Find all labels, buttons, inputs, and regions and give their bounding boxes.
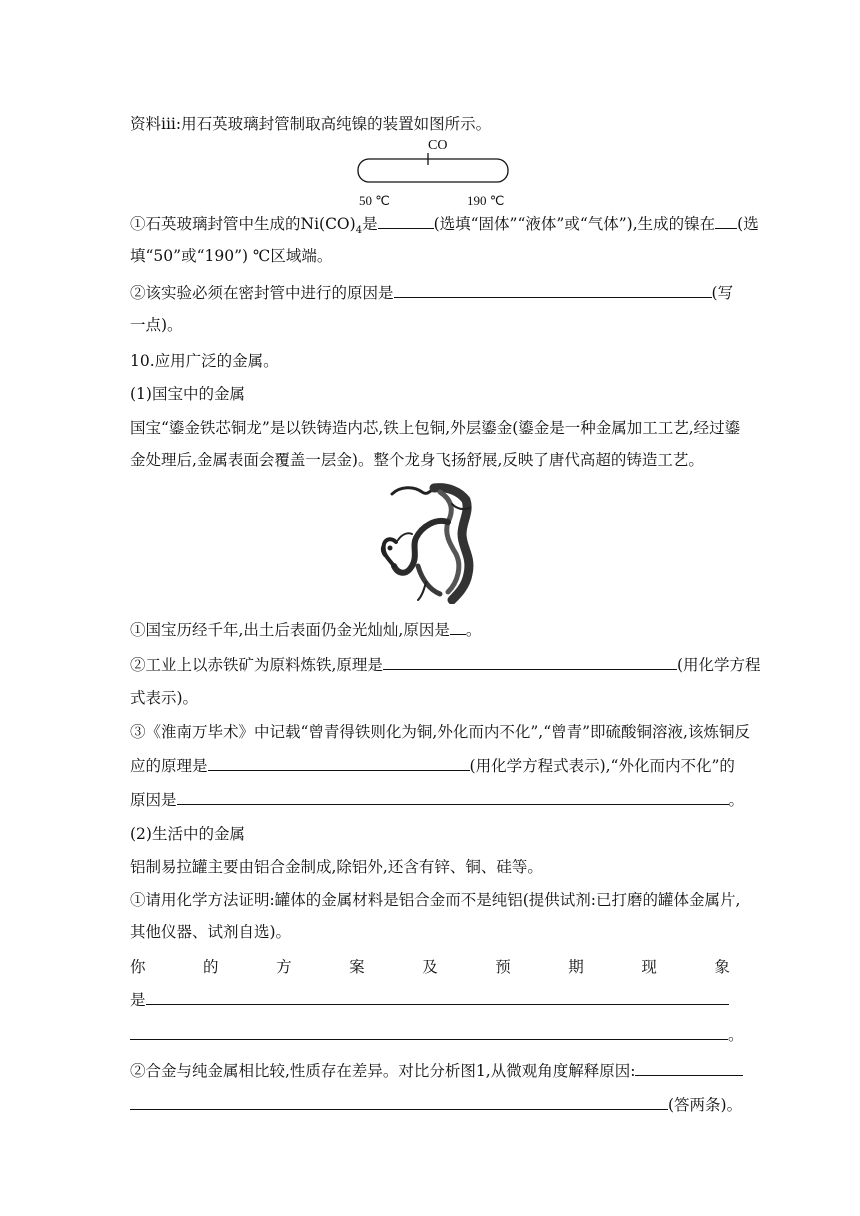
task-1-line5: 。 [130, 1025, 744, 1045]
paragraph-1-line2: 金处理后,金属表面会覆盖一层金)。整个龙身飞扬舒展,反映了唐代高超的铸造工艺。 [130, 451, 704, 469]
task-2-line1: ②合金与纯金属相比较,性质存在差异。对比分析图1,从微观角度解释原因: [130, 1061, 743, 1081]
question-1-line1: ①石英玻璃封管中生成的$Ni(CO)_4$是 (选填“固体”“液体”或“气体”),生成的镍在 (选 [130, 215, 759, 237]
question-2-line1: ②该实验必须在密封管中进行的原因是 (写 [130, 284, 734, 302]
answer-blank[interactable] [378, 214, 434, 229]
task-1-line1: ①请用化学方法证明:罐体的金属材料是铝合金而不是纯铝(提供试剂:已打磨的罐体金属片, [130, 891, 741, 909]
answer-blank[interactable] [130, 1095, 668, 1110]
answer-blank[interactable] [130, 1025, 728, 1040]
answer-blank[interactable] [383, 655, 677, 670]
subsection-2-heading: (2)生活中的金属 [130, 825, 245, 843]
temp-190-label: 190 ℃ [467, 193, 505, 208]
answer-blank[interactable] [394, 283, 712, 298]
answer-blank[interactable] [450, 620, 466, 635]
subquestion-2-line1: ②工业上以赤铁矿为原料炼铁,原理是 (用化学方程 [130, 656, 761, 674]
task-1-line3: 你 的 方 案 及 预 期 现 象 [130, 958, 730, 976]
answer-blank[interactable] [635, 1061, 743, 1076]
subquestion-2-line2: 式表示)。 [130, 689, 199, 707]
question-2-line2: 一点)。 [130, 316, 183, 334]
answer-blank[interactable] [208, 756, 470, 771]
paragraph-1-line1: 国宝“鎏金铁芯铜龙”是以铁铸造内芯,铁上包铜,外层鎏金(鎏金是一种金属加工工艺,经过鎏 [130, 419, 741, 437]
sealed-tube-diagram [350, 132, 520, 212]
subsection-1-heading: (1)国宝中的金属 [130, 385, 245, 403]
section-10-heading: 10.应用广泛的金属。 [130, 352, 279, 370]
co-label: CO [428, 138, 448, 153]
answer-blank[interactable] [177, 790, 729, 805]
answer-blank[interactable] [146, 990, 729, 1005]
subquestion-3-line3: 原因是 。 [130, 791, 745, 809]
subquestion-3-line2: 应的原理是 (用化学方程式表示),“外化而内不化”的 [130, 757, 735, 775]
answer-blank[interactable] [715, 214, 737, 229]
temp-50-label: 50 ℃ [359, 193, 390, 208]
question-1-line2: 填“50”或“190”) ℃区域端。 [130, 247, 333, 265]
subquestion-3-line1: ③《淮南万毕术》中记载“曾青得铁则化为铜,外化而内不化”,“曾青”即硫酸铜溶液,该炼铜反 [130, 723, 750, 741]
task-1-line2: 其他仪器、试剂自选)。 [130, 923, 292, 941]
task-1-line4: 是 [130, 990, 729, 1010]
paragraph-2: 铝制易拉罐主要由铝合金制成,除铝外,还含有锌、铜、硅等。 [130, 858, 543, 876]
material-iii-text: 资料iii:用石英玻璃封管制取高纯镍的装置如图所示。 [130, 115, 492, 133]
gilded-iron-core-copper-dragon-image [378, 482, 478, 604]
subquestion-1: ①国宝历经千年,出土后表面仍金光灿灿,原因是 。 [130, 621, 482, 639]
task-2-line2: (答两条)。 [130, 1095, 742, 1115]
quartz-tube [358, 159, 508, 182]
